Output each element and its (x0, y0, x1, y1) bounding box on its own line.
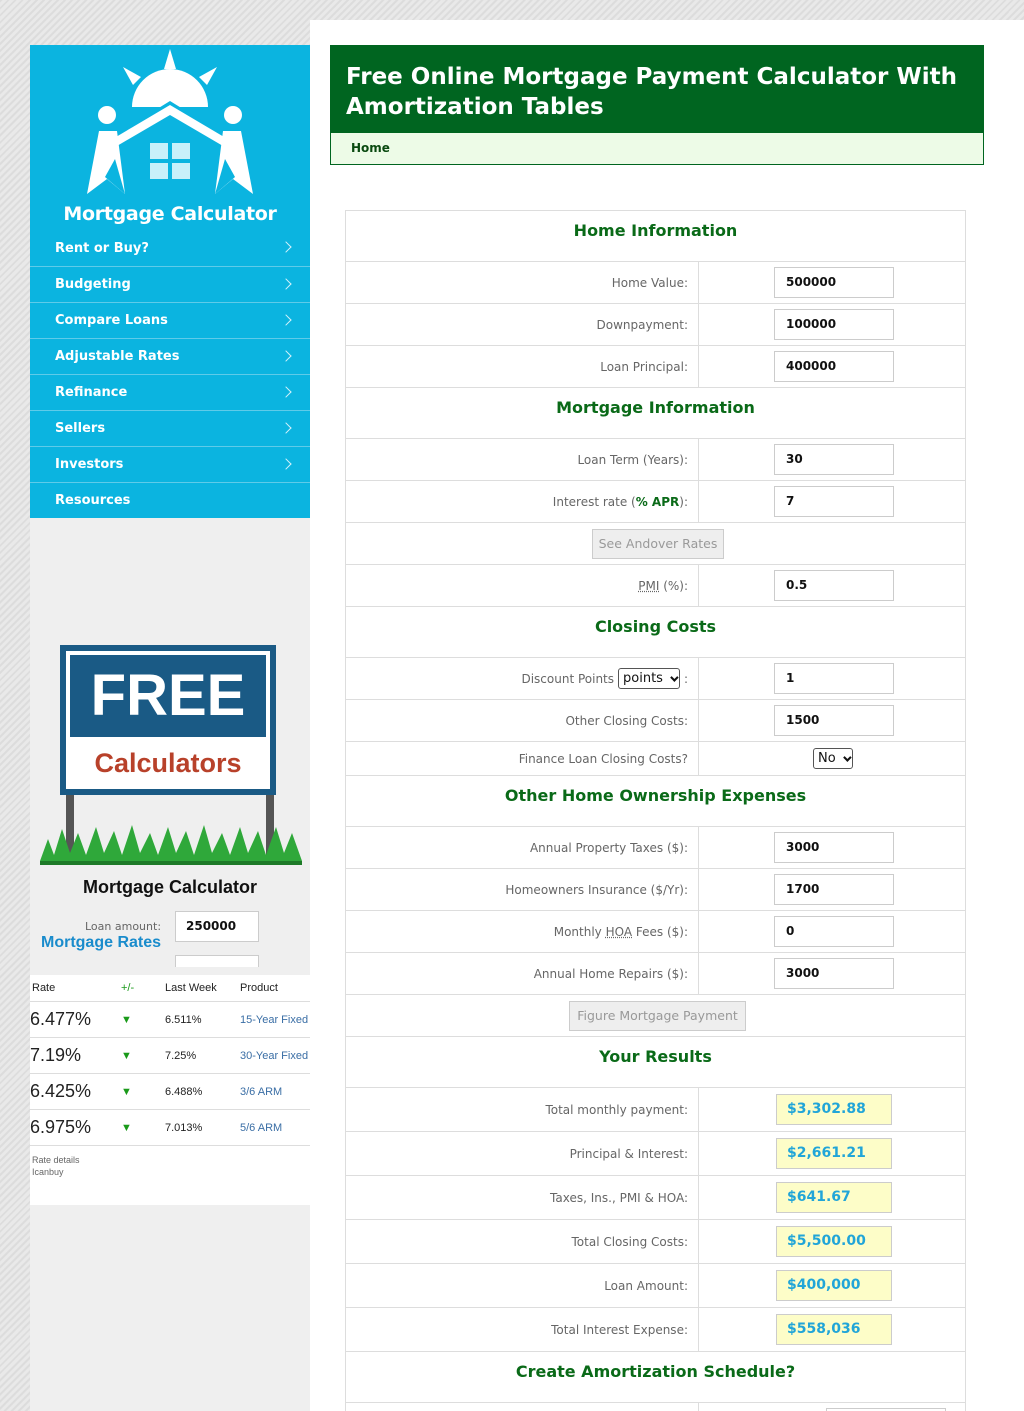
product-link[interactable]: 3/6 ARM (240, 1085, 283, 1098)
interest-rate-label (346, 481, 699, 522)
section-amortization: Create Amortization Schedule? (346, 1352, 965, 1403)
loan-term-label: Loan Term (Years): (346, 439, 699, 480)
see-rates-row (346, 523, 965, 565)
mini-apr-input[interactable] (175, 955, 259, 967)
figure-mortgage-payment-button[interactable]: Figure Mortgage Payment (569, 1001, 746, 1031)
loan-term-row (346, 439, 965, 481)
sidebar-item-label: Sellers (55, 421, 106, 436)
rates-header-rate: Rate (32, 982, 56, 994)
rates-header-change: +/- (121, 982, 135, 994)
chevron-right-icon (280, 386, 291, 397)
mini-loan-amount-input[interactable]: 250000 (175, 911, 259, 942)
discount-points-unit-select[interactable] (618, 668, 680, 689)
result-label: Principal & Interest: (346, 1132, 699, 1175)
pmi-row (346, 565, 965, 607)
discount-points-colon: : (683, 671, 688, 686)
section-your-results: Your Results (346, 1037, 965, 1088)
see-andover-rates-button[interactable]: See Andover Rates (592, 529, 724, 559)
home-repairs-label: Annual Home Repairs ($): (346, 953, 699, 994)
result-label: Loan Amount: (346, 1264, 699, 1307)
result-total-closing-costs: $5,500.00 (776, 1226, 892, 1257)
down-arrow-icon: ▼ (121, 1121, 132, 1134)
rate-value: 7.19% (30, 1045, 82, 1065)
sidebar-item-investors[interactable] (30, 446, 310, 482)
mortgage-rates-widget (30, 975, 330, 1205)
other-closing-costs-input[interactable]: 1500 (774, 705, 894, 736)
interest-label-prefix: Interest rate ( (552, 494, 636, 509)
amortization-row (346, 1403, 965, 1411)
sidebar-item-label: Compare Loans (55, 313, 168, 328)
insurance-label: Homeowners Insurance ($/Yr): (346, 869, 699, 910)
down-arrow-icon: ▼ (121, 1085, 132, 1098)
sidebar-item-resources[interactable] (30, 482, 310, 518)
table-row (30, 1002, 330, 1038)
finance-closing-costs-select[interactable] (813, 748, 853, 769)
sidebar (30, 45, 310, 1411)
other-closing-costs-label: Other Closing Costs: (346, 700, 699, 741)
product-link[interactable]: 5/6 ARM (240, 1121, 283, 1134)
discount-points-label (346, 658, 699, 699)
hoa-abbr: HOA (605, 924, 633, 939)
pmi-label (346, 565, 699, 606)
downpayment-label: Downpayment: (346, 304, 699, 345)
last-week-value: 7.013% (165, 1121, 203, 1134)
rate-details-link[interactable]: Rate details (32, 1155, 80, 1165)
result-taxes-ins-pmi-hoa: $641.67 (776, 1182, 892, 1213)
section-home-information: Home Information (346, 211, 965, 262)
hoa-suffix: Fees ($): (632, 924, 688, 939)
home-repairs-row (346, 953, 965, 995)
rate-value: 6.477% (30, 1009, 92, 1029)
result-row (346, 1176, 965, 1220)
last-week-value: 6.488% (165, 1085, 203, 1098)
result-row (346, 1088, 965, 1132)
loan-principal-input[interactable]: 400000 (774, 351, 894, 382)
breadcrumb (330, 133, 984, 165)
chevron-right-icon (280, 241, 291, 252)
product-link[interactable]: 30-Year Fixed (240, 1049, 309, 1062)
result-label: Total Interest Expense: (346, 1308, 699, 1351)
home-repairs-input[interactable]: 3000 (774, 958, 894, 989)
insurance-input[interactable]: 1700 (774, 874, 894, 905)
table-row (30, 1038, 330, 1074)
other-closing-costs-row (346, 700, 965, 742)
chevron-right-icon (280, 278, 291, 289)
table-row (30, 1110, 330, 1146)
result-label: Total Closing Costs: (346, 1220, 699, 1263)
hoa-input[interactable]: 0 (774, 916, 894, 947)
chevron-right-icon (280, 350, 291, 361)
sidebar-item-adjustable-rates[interactable] (30, 338, 310, 374)
logo-text: Mortgage Calculator (63, 203, 277, 225)
discount-points-input[interactable]: 1 (774, 663, 894, 694)
section-mortgage-information: Mortgage Information (346, 388, 965, 439)
sidebar-item-label: Rent or Buy? (55, 240, 149, 256)
result-row (346, 1308, 965, 1352)
downpayment-row (346, 304, 965, 346)
hoa-prefix: Monthly (553, 924, 606, 939)
interest-rate-input[interactable]: 7 (774, 486, 894, 517)
amortization-label (346, 1403, 699, 1411)
property-taxes-row (346, 827, 965, 869)
product-link[interactable]: 15-Year Fixed (240, 1013, 309, 1026)
result-label: Taxes, Ins., PMI & HOA: (346, 1176, 699, 1219)
pmi-abbr: PMI (638, 578, 660, 593)
sidebar-item-label: Resources (55, 493, 131, 508)
sidebar-item-label: Refinance (55, 385, 128, 400)
result-row (346, 1264, 965, 1308)
sidebar-item-label: Adjustable Rates (55, 349, 180, 364)
result-row (346, 1220, 965, 1264)
finance-closing-costs-row (346, 742, 965, 776)
result-label: Total monthly payment: (346, 1088, 699, 1131)
free-calculators-ad[interactable] (40, 643, 302, 869)
result-principal-interest: $2,661.21 (776, 1138, 892, 1169)
insurance-row (346, 869, 965, 911)
sidebar-item-refinance[interactable] (30, 374, 310, 410)
main-content (310, 20, 1024, 1411)
result-total-interest-expense: $558,036 (776, 1314, 892, 1345)
downpayment-input[interactable]: 100000 (774, 309, 894, 340)
discount-points-text: Discount Points (521, 671, 615, 686)
property-taxes-input[interactable]: 3000 (774, 832, 894, 863)
rate-value: 6.975% (30, 1117, 92, 1137)
section-other-expenses: Other Home Ownership Expenses (346, 776, 965, 827)
home-value-row (346, 262, 965, 304)
finance-closing-costs-label: Finance Loan Closing Costs? (346, 742, 699, 775)
home-value-input[interactable]: 500000 (774, 267, 894, 298)
section-closing-costs: Closing Costs (346, 607, 965, 658)
property-taxes-label: Annual Property Taxes ($): (346, 827, 699, 868)
free-ad-line2: Calculators (94, 748, 242, 778)
pmi-input[interactable]: 0.5 (774, 570, 894, 601)
sidebar-item-label: Investors (55, 457, 124, 472)
last-week-value: 7.25% (165, 1049, 197, 1062)
chevron-right-icon (280, 314, 291, 325)
calculator-form (345, 210, 966, 1411)
hoa-label (346, 911, 699, 952)
breadcrumb-home-link[interactable]: Home (351, 141, 390, 155)
discount-points-unit-value: points (623, 671, 663, 686)
hoa-row (346, 911, 965, 953)
finance-closing-costs-value: No (818, 751, 836, 766)
loan-principal-label: Loan Principal: (346, 346, 699, 387)
sidebar-item-budgeting[interactable] (30, 266, 310, 302)
sidebar-item-compare-loans[interactable] (30, 302, 310, 338)
sidebar-item-rent-or-buy[interactable] (30, 230, 310, 266)
chevron-down-icon (843, 753, 851, 761)
mortgage-rates-label: Mortgage Rates (41, 934, 162, 951)
mini-calculator-title: Mortgage Calculator (82, 877, 258, 897)
pmi-label-suffix: (%): (659, 578, 688, 593)
rate-value: 6.425% (30, 1081, 92, 1101)
rates-footer (30, 1146, 330, 1178)
loan-principal-row (346, 346, 965, 388)
result-row (346, 1132, 965, 1176)
sidebar-item-label: Budgeting (55, 277, 131, 292)
chevron-down-icon (670, 673, 678, 681)
figure-payment-row (346, 995, 965, 1037)
loan-term-input[interactable]: 30 (774, 444, 894, 475)
rates-header-product: Product (240, 982, 278, 994)
home-value-label: Home Value: (346, 262, 699, 303)
interest-label-suffix: ): (679, 494, 688, 509)
result-total-monthly-payment: $3,302.88 (776, 1094, 892, 1125)
apr-label: % APR (635, 494, 680, 509)
interest-rate-row (346, 481, 965, 523)
sidebar-nav (30, 230, 310, 518)
mini-loan-amount-label: Loan amount: (85, 920, 162, 933)
free-ad-line1: FREE (90, 663, 246, 728)
last-week-value: 6.511% (165, 1013, 202, 1026)
discount-points-row (346, 658, 965, 700)
rates-header-last-week: Last Week (165, 982, 217, 994)
chevron-right-icon (280, 458, 291, 469)
down-arrow-icon: ▼ (121, 1013, 132, 1026)
chevron-right-icon (280, 422, 291, 433)
result-loan-amount: $400,000 (776, 1270, 892, 1301)
sidebar-item-sellers[interactable] (30, 410, 310, 446)
site-logo[interactable] (30, 45, 310, 230)
provider-link[interactable]: Icanbuy (32, 1167, 64, 1177)
house-sun-logo-icon (85, 49, 255, 199)
table-row (30, 1074, 330, 1110)
rates-header-row (30, 975, 330, 1002)
page-title: Free Online Mortgage Payment Calculator With Amortization Tables (330, 45, 984, 133)
down-arrow-icon: ▼ (121, 1049, 132, 1062)
